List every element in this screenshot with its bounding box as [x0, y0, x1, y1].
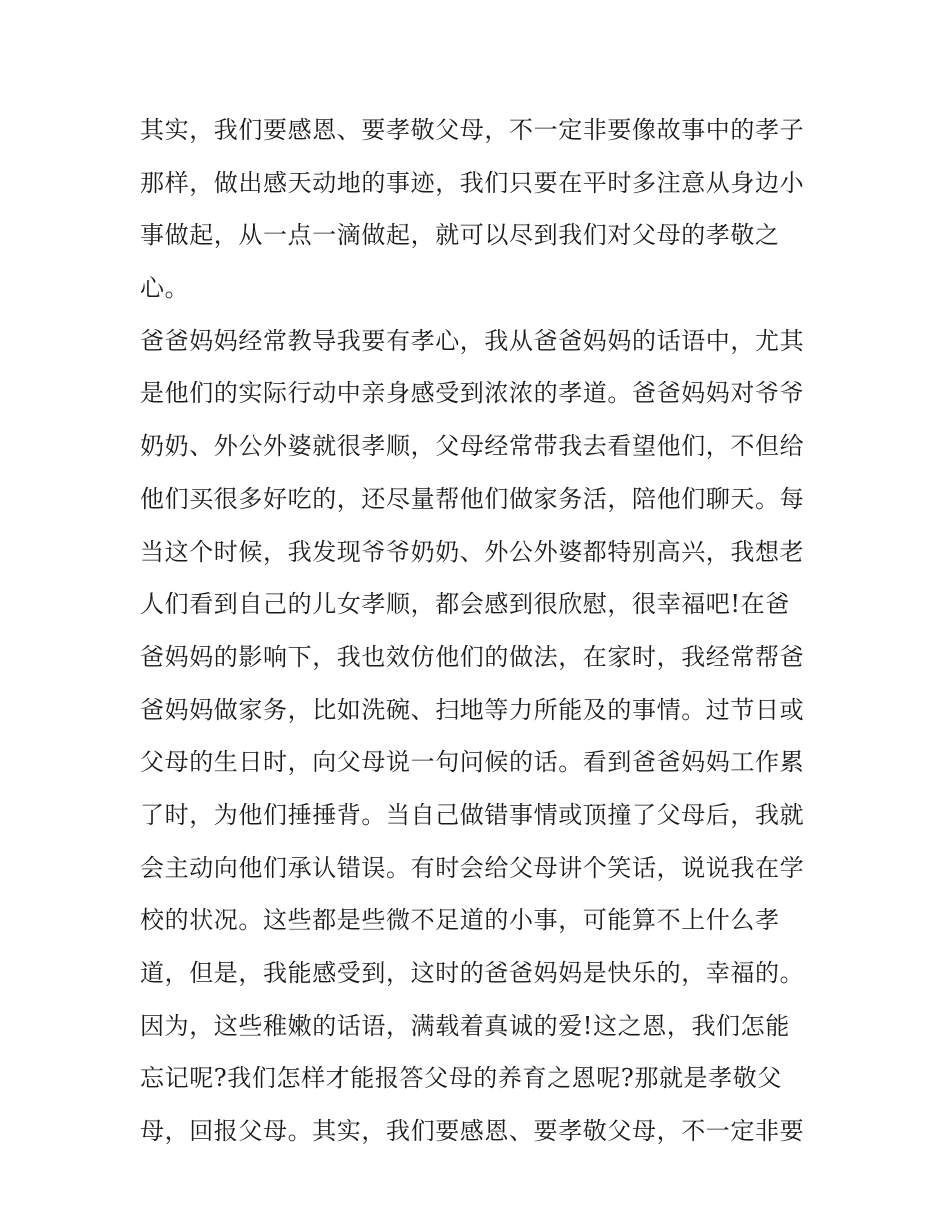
text-line: 心。	[140, 274, 190, 303]
text-line: 因为，这些稚嫩的话语，满载着真诚的爱!这之恩，我们怎能	[140, 1011, 790, 1040]
text-line: 人们看到自己的儿女孝顺，都会感到很欣慰，很幸福吧!在爸	[140, 590, 790, 619]
text-line: 校的状况。这些都是些微不足道的小事，可能算不上什么孝	[140, 906, 780, 935]
text-line: 是他们的实际行动中亲身感受到浓浓的孝道。爸爸妈妈对爷爷	[140, 379, 805, 408]
text-line: 当这个时候，我发现爷爷奶奶、外公外婆都特别高兴，我想老	[140, 537, 805, 566]
text-line: 父母的生日时，向父母说一句问候的话。看到爸爸妈妈工作累	[140, 748, 805, 777]
text-line: 爸爸妈妈经常教导我要有孝心，我从爸爸妈妈的话语中，尤其	[140, 326, 805, 355]
text-line: 其实，我们要感恩、要孝敬父母，不一定非要像故事中的孝子	[140, 116, 805, 144]
text-line: 事做起，从一点一滴做起，就可以尽到我们对父母的孝敬之	[140, 221, 780, 250]
text-line: 他们买很多好吃的，还尽量帮他们做家务活，陪他们聊天。每	[140, 484, 805, 513]
text-line: 那样，做出感天动地的事迹，我们只要在平时多注意从身边小	[140, 168, 805, 197]
text-line: 母，回报父母。其实，我们要感恩、要孝敬父母，不一定非要	[140, 1117, 805, 1146]
text-line: 会主动向他们承认错误。有时会给父母讲个笑话，说说我在学	[140, 853, 805, 882]
text-line: 爸妈妈的影响下，我也效仿他们的做法，在家时，我经常帮爸	[140, 642, 805, 671]
text-line: 爸妈妈做家务，比如洗碗、扫地等力所能及的事情。过节日或	[140, 695, 805, 724]
text-line: 道，但是，我能感受到，这时的爸爸妈妈是快乐的，幸福的。	[140, 959, 805, 987]
body-text	[140, 104, 820, 1158]
text-line: 忘记呢?我们怎样才能报答父母的养育之恩呢?那就是孝敬父	[140, 1064, 782, 1093]
text-line: 奶奶、外公外婆就很孝顺，父母经常带我去看望他们，不但给	[140, 432, 805, 461]
text-line: 了时，为他们捶捶背。当自己做错事情或顶撞了父母后，我就	[140, 800, 805, 829]
